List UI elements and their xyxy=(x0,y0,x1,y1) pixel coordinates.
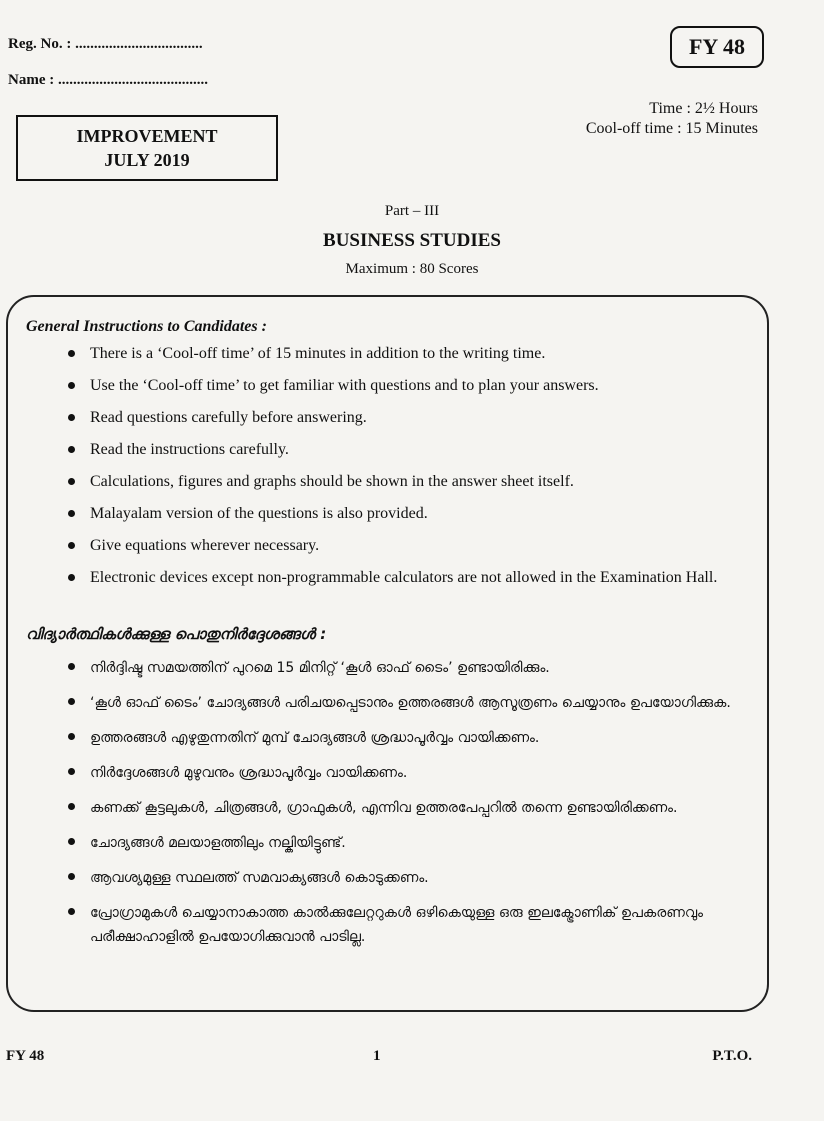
part-label: Part – III xyxy=(384,203,440,219)
list-item: Read questions carefully before answering. xyxy=(58,407,763,428)
session-title: IMPROVEMENT xyxy=(76,126,218,146)
list-item: ചോദ്യങ്ങൾ മലയാളത്തിലും നല്കിയിട്ടുണ്ട്. xyxy=(58,831,763,855)
page-number: 1 xyxy=(373,1048,381,1064)
list-item: There is a ‘Cool-off time’ of 15 minutes in addition to the writing time. xyxy=(58,343,763,364)
malayalam-instructions-heading: വിദ്യാർത്ഥികൾക്കുള്ള പൊതുനിർദ്ദേശങ്ങൾ : xyxy=(26,625,327,643)
footer-paper-code: FY 48 xyxy=(6,1048,45,1064)
english-instructions-list xyxy=(58,343,763,599)
cool-off-text: Cool-off time : 15 Minutes xyxy=(585,120,758,137)
subject-title: BUSINESS STUDIES xyxy=(323,230,501,251)
maximum-scores: Maximum : 80 Scores xyxy=(345,261,479,277)
session-box xyxy=(16,115,278,181)
english-instructions-heading: General Instructions to Candidates : xyxy=(26,318,267,335)
list-item: Use the ‘Cool-off time’ to get familiar with questions and to plan your answers. xyxy=(58,375,763,396)
list-item: ‘കൂൾ ഓഫ് ടൈം’ ചോദ്യങ്ങൾ പരിചയപ്പെടാനും ഉത്തരങ്ങൾ ആസൂത്രണം ചെയ്യാനും ഉപയോഗിക്കുക. xyxy=(58,691,763,715)
list-item: Electronic devices except non-programmable calculators are not allowed in the Examination Hall. xyxy=(58,567,763,588)
list-item: Malayalam version of the questions is also provided. xyxy=(58,503,763,524)
list-item: ഉത്തരങ്ങൾ എഴുതുന്നതിന് മുമ്പ് ചോദ്യങ്ങൾ ശ്രദ്ധാപൂർവ്വം വായിക്കണം. xyxy=(58,726,763,750)
list-item: കണക്ക് കൂട്ടലുകൾ, ചിത്രങ്ങൾ, ഗ്രാഫുകൾ, എന്നിവ ഉത്തരപേപ്പറിൽ തന്നെ ഉണ്ടായിരിക്കണം. xyxy=(58,796,763,820)
list-item: Give equations wherever necessary. xyxy=(58,535,763,556)
time-text: Time : 2½ Hours xyxy=(649,100,758,117)
list-item: നിർദ്ദേശങ്ങൾ മുഴുവനും ശ്രദ്ധാപൂർവ്വം വായിക്കണം. xyxy=(58,761,763,785)
paper-code-box xyxy=(670,26,764,68)
time-block xyxy=(586,99,758,139)
please-turn-over: P.T.O. xyxy=(712,1048,752,1064)
malayalam-instructions-list xyxy=(58,656,763,960)
list-item: പ്രോഗ്രാമുകൾ ചെയ്യാനാകാത്ത കാൽക്കുലേറ്ററുകൾ ഒഴികെയുള്ള ഒരു ഇലക്ട്രോണിക് ഉപകരണവും പരീക്ഷാഹാളിൽ ഉപയോഗിക്കുവാൻ പാടില്ല. xyxy=(58,901,763,949)
reg-no-field: Reg. No. : .................................. xyxy=(8,36,203,52)
list-item: നിർദ്ദിഷ്ട സമയത്തിന് പുറമെ 15 മിനിറ്റ് ‘കൂൾ ഓഫ് ടൈം’ ഉണ്ടായിരിക്കും. xyxy=(58,656,763,680)
paper-code: FY 48 xyxy=(688,34,745,59)
list-item: ആവശ്യമുള്ള സ്ഥലത്ത് സമവാക്യങ്ങൾ കൊടുക്കണം. xyxy=(58,866,763,890)
list-item: Read the instructions carefully. xyxy=(58,439,763,460)
list-item: Calculations, figures and graphs should be shown in the answer sheet itself. xyxy=(58,471,763,492)
session-date: JULY 2019 xyxy=(104,150,190,170)
name-field: Name : ........................................ xyxy=(8,72,208,88)
